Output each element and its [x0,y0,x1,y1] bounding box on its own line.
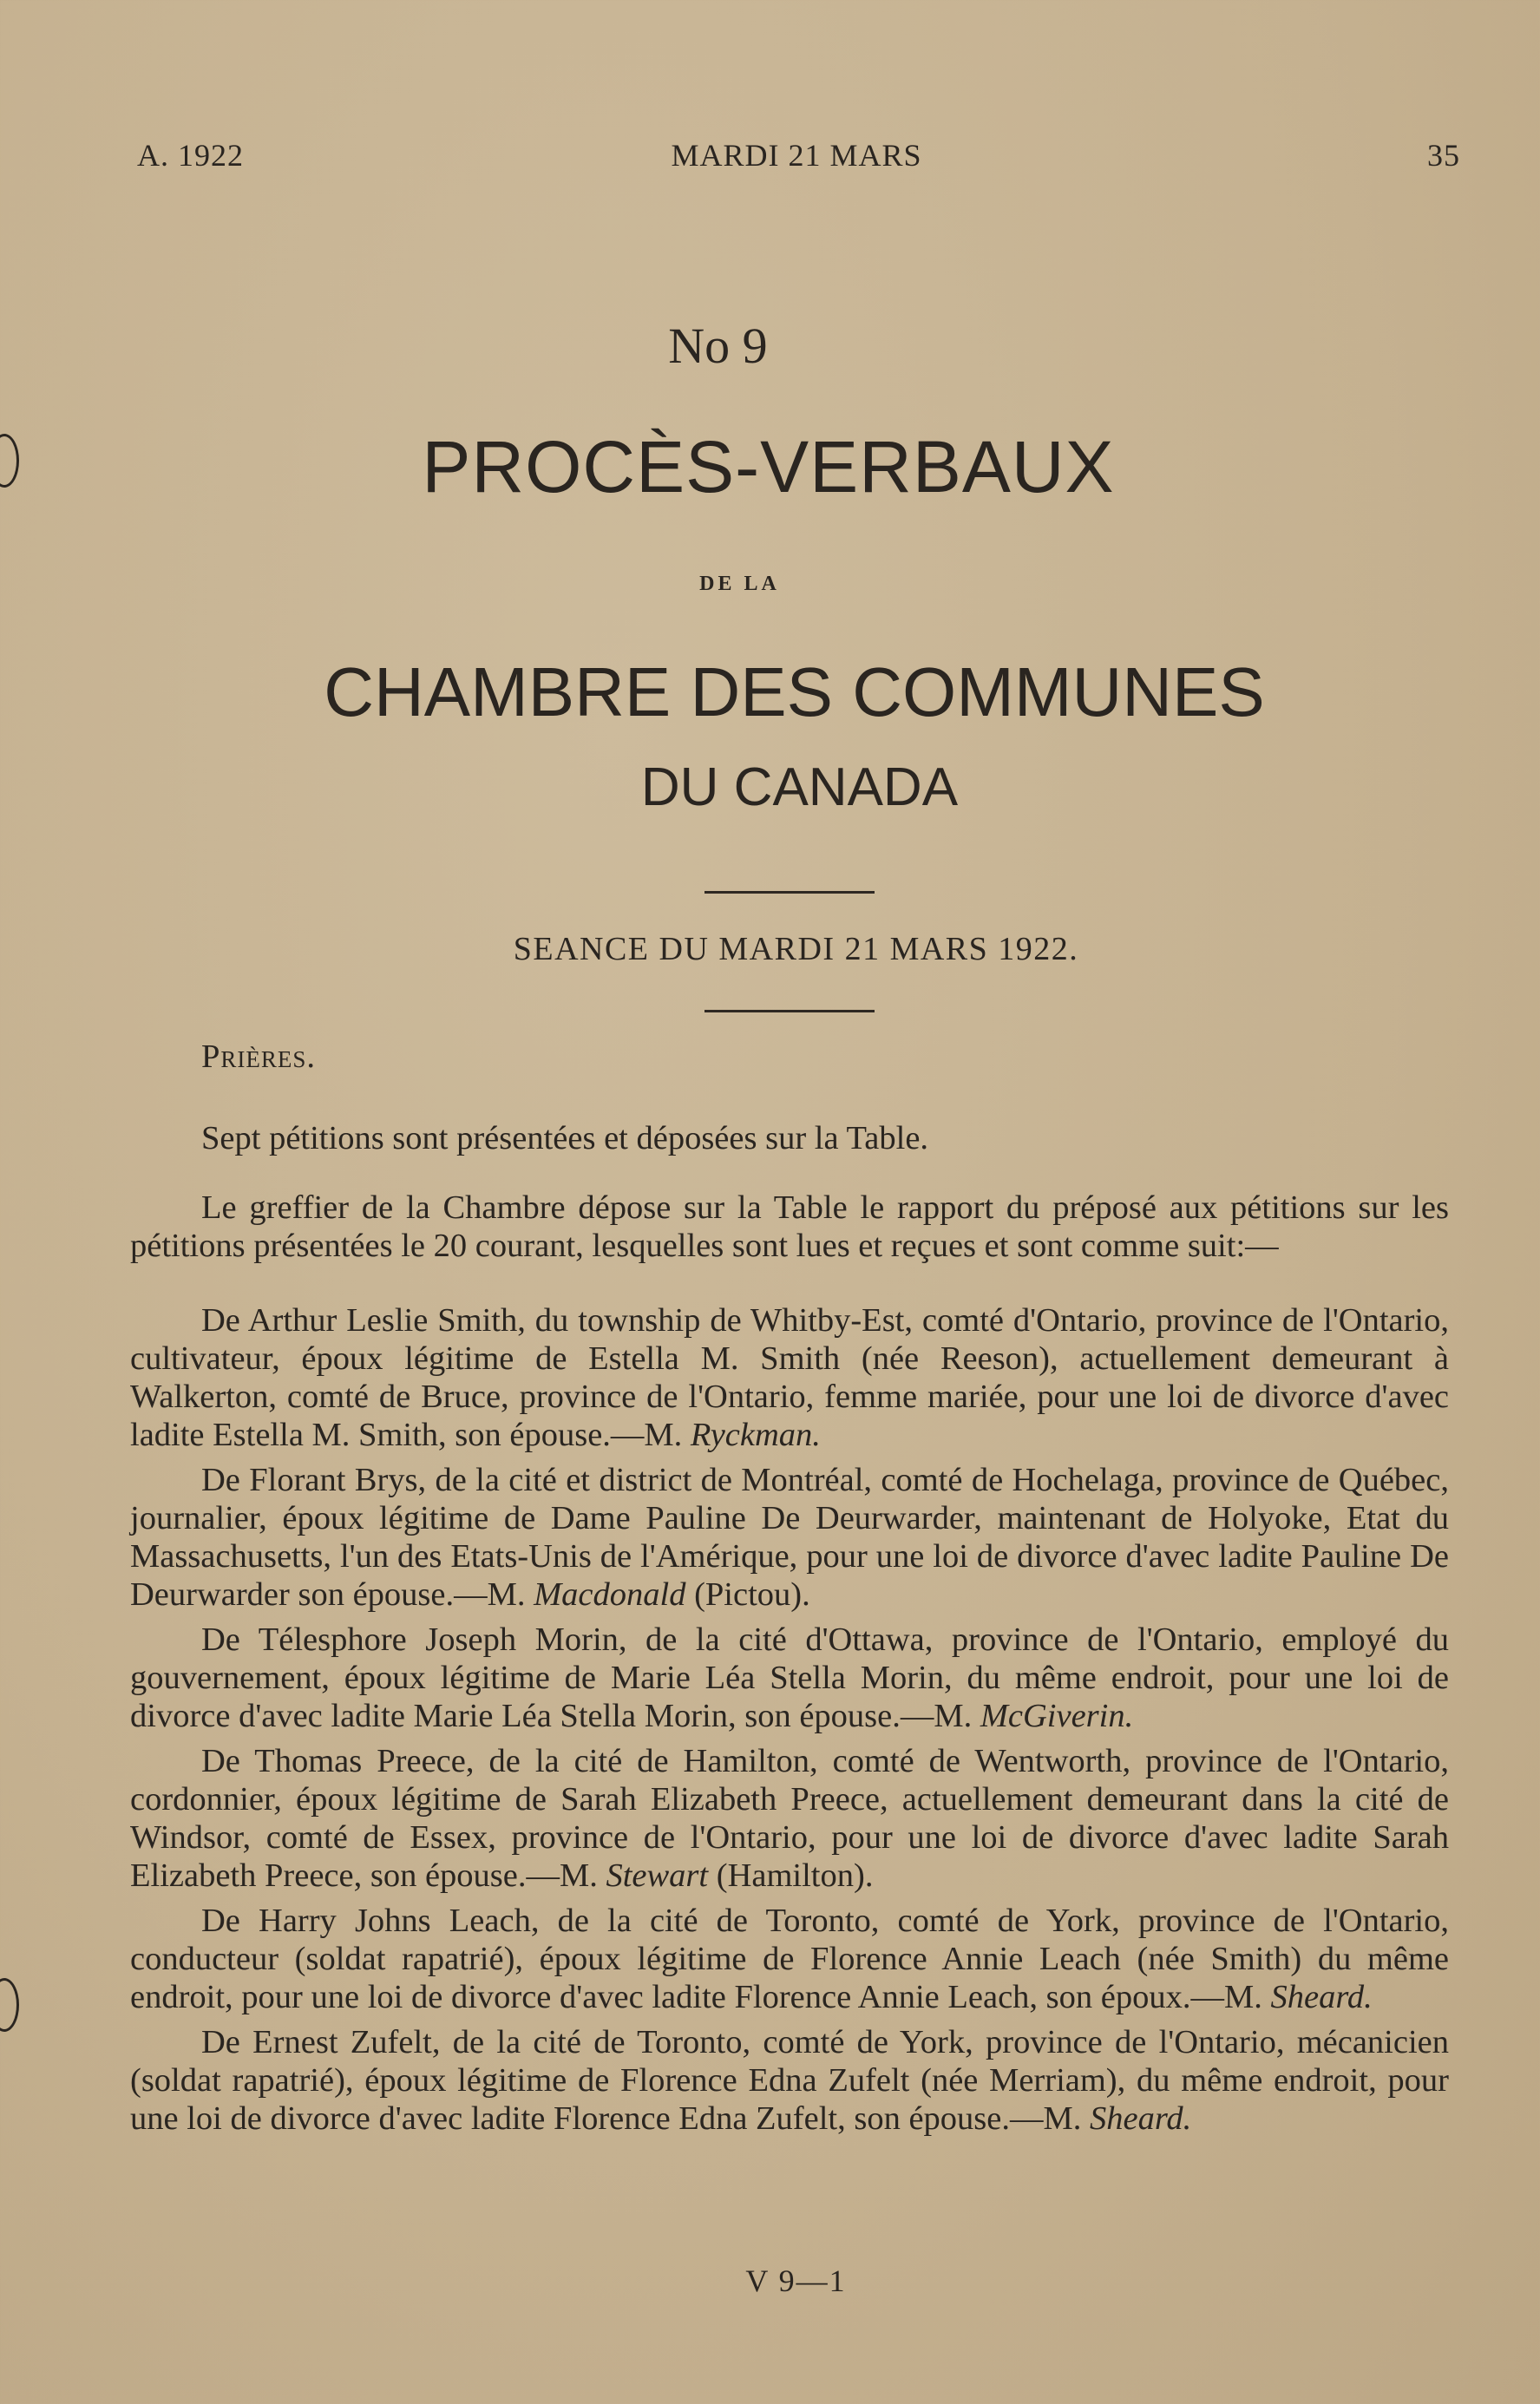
title-canada: DU CANADA [640,757,959,817]
title-chambre: CHAMBRE DES COMMUNES [324,653,1265,730]
petition-text: De Télesphore Joseph Morin, de la cité d'Ottawa, province de l'Ontario, employé du gouvernement, époux légitime de Marie Léa Stella Morin, du même endroit, pour une loi de divorce d'avec ladite Marie Léa Stella Morin, son épouse.—M. [130,1621,1449,1734]
paragraph [130,1119,1449,1157]
paragraph-text: Le greffier de la Chambre dépose sur la Table le rapport du préposé aux pétitions sur les pétitions présentées le 20 courant, lesquelles sont lues et reçues et sont comme suit:— [130,1189,1449,1264]
petition-member: Macdonald [534,1576,686,1613]
running-head [137,137,1460,180]
title-connector: DE LA [699,573,780,595]
petition-item [130,2023,1449,2138]
petition-member: Sheard. [1270,1979,1373,2015]
divider-rule [704,891,875,894]
petition-text: De Harry Johns Leach, de la cité de Toronto, comté de York, province de l'Ontario, conducteur (soldat rapatrié), époux légitime de Florence Annie Leach (née Smith) du même endroit, pour une loi de divorce d'avec ladite Florence Annie Leach, son époux.—M. [130,1903,1449,2015]
petition-suffix: (Hamilton). [708,1857,874,1894]
divider-rule [704,1010,875,1012]
issue-number: No 9 [668,318,768,374]
running-head-date: MARDI 21 MARS [671,138,922,173]
petition-text: De Arthur Leslie Smith, du township de Whitby-Est, comté d'Ontario, province de l'Ontario, cultivateur, époux légitime de Estella M. Smith (née Reeson), actuellement demeurant à Walkerton, comté de Bruce, province de l'Ontario, femme mariée, pour une loi de divorce d'avec ladite Estella M. Smith, son épouse.—M. [130,1302,1449,1453]
session-heading: SEANCE DU MARDI 21 MARS 1922. [513,931,1079,967]
title-proces-verbaux: PROCÈS-VERBAUX [422,426,1115,508]
petition-item [130,1742,1449,1895]
petition-member: Sheard. [1089,2100,1192,2137]
binding-hole-mark [0,1978,19,2032]
paragraph [130,1189,1449,1265]
petitions-list [130,1301,1449,2145]
petition-member: McGiverin. [980,1698,1134,1734]
petition-text: De Thomas Preece, de la cité de Hamilton, comté de Wentworth, province de l'Ontario, cordonnier, époux légitime de Sarah Elizabeth Preece, actuellement demeurant dans la cité de Windsor, comté de Essex, province de l'Ontario, pour une loi de divorce d'avec ladite Sarah Elizabeth Preece, son épouse.—M. [130,1743,1449,1894]
petition-item [130,1301,1449,1454]
petition-item [130,1461,1449,1614]
running-head-year: A. 1922 [137,138,244,173]
paragraph-text: Sept pétitions sont présentées et déposées sur la Table. [201,1120,929,1156]
petition-member: Stewart [606,1857,709,1894]
petition-text: De Florant Brys, de la cité et district de Montréal, comté de Hochelaga, province de Québec, journalier, époux légitime de Dame Pauline De Deurwarder, maintenant de Holyoke, Etat du Massachusetts, l'un des Etats-Unis de l'Amérique, pour une loi de divorce d'avec ladite Pauline De Deurwarder son épouse.—M. [130,1462,1449,1613]
petition-item [130,1621,1449,1735]
prayers-text: Prières. [201,1038,317,1075]
page-number: 35 [1427,138,1460,173]
petition-item [130,1902,1449,2016]
petition-text: De Ernest Zufelt, de la cité de Toronto, comté de York, province de l'Ontario, mécanicien (soldat rapatrié), époux légitime de Florence Edna Zufelt (née Merriam), du même endroit, pour une loi de divorce d'avec ladite Florence Edna Zufelt, son épouse.—M. [130,2024,1449,2137]
footer-signature-mark: V 9—1 [745,2263,847,2298]
petition-member: Ryckman. [690,1417,821,1453]
petition-suffix: (Pictou). [685,1576,810,1613]
prayers-heading [130,1038,1449,1076]
